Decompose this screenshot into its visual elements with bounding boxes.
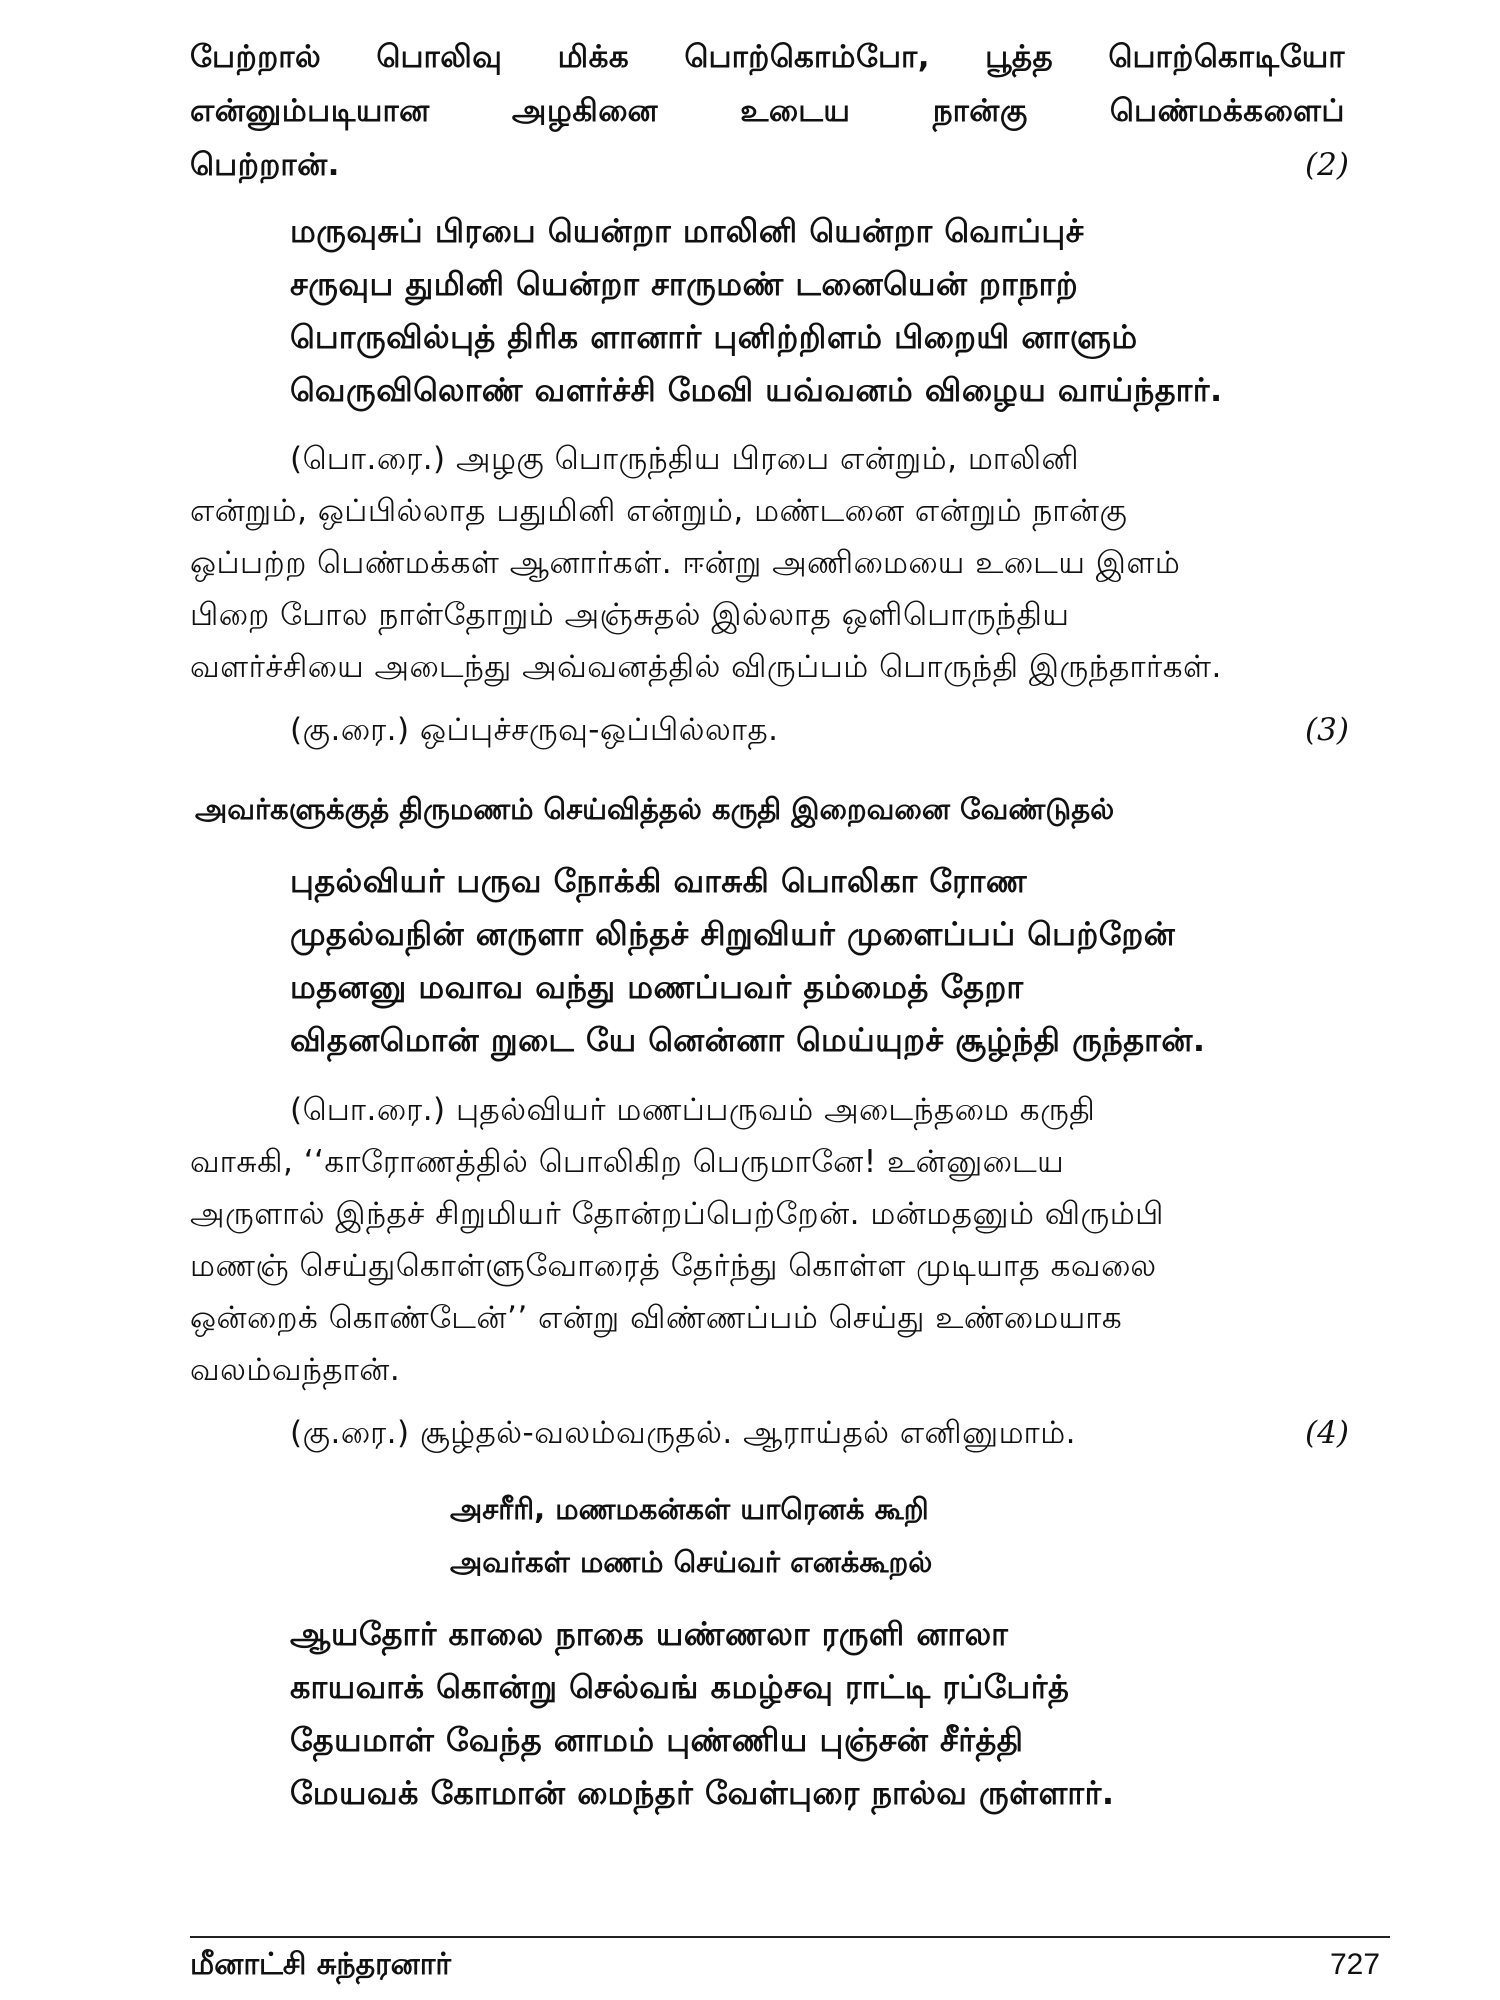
verse-line: தேயமாள் வேந்த னாமம் புண்ணிய புஞ்சன் சீர்த்தி	[290, 1721, 1024, 1759]
prose-line: பெற்றான்.	[190, 147, 340, 183]
prose-line: (பொ.ரை.) அழகு பொருந்திய பிரபை என்றும், மாலினி	[290, 441, 1080, 477]
verse-line: மதனனு மவாவ வந்து மணப்பவர் தம்மைத் தேறா	[290, 968, 1024, 1006]
verse-line: பொருவில்புத் திரிக ளானார் புனிற்றிளம் பிறையி னாளும்	[290, 318, 1138, 356]
prose-line: அருளால் இந்தச் சிறுமியர் தோன்றப்பெற்றேன். மன்மதனும் விரும்பி	[190, 1196, 1164, 1232]
verse-line: மருவுசுப் பிரபை யென்றா மாலினி யென்றா வொப்புச்	[290, 212, 1084, 250]
note-line: (கு.ரை.) சூழ்தல்-வலம்வருதல். ஆராய்தல் எனினுமாம்.	[290, 1415, 1077, 1451]
verse-line: ஆயதோர் காலை நாகை யண்ணலா ரருளி னாலா	[290, 1615, 1009, 1653]
prose-line: வாசுகி, ‘‘காரோணத்தில் பொலிகிற பெருமானே! உன்னுடைய	[190, 1144, 1065, 1180]
prose-line: என்றும், ஒப்பில்லாத பதுமினி என்றும், மண்டனை என்றும் நான்கு	[190, 493, 1128, 529]
verse-line: புதல்வியர் பருவ நோக்கி வாசுகி பொலிகா ரோண	[290, 862, 1028, 900]
prose-line: வலம்வந்தான்.	[190, 1352, 401, 1388]
note-line: (கு.ரை.) ஒப்புச்சருவு-ஒப்பில்லாத.	[290, 712, 779, 748]
section-heading: அசரீரி, மணமகன்கள் யாரெனக் கூறி	[450, 1492, 929, 1526]
verse-line: காயவாக் கொன்று செல்வங் கமழ்சவு ராட்டி ரப்பேர்த்	[290, 1668, 1070, 1706]
prose-line: என்னும்படியான அழகினை உடைய நான்கு பெண்மக்களைப்	[190, 93, 1345, 129]
page-number: 727	[1330, 1948, 1381, 1981]
footer-divider	[190, 1936, 1390, 1938]
verse-line: வெருவிலொண் வளர்ச்சி மேவி யவ்வனம் விழைய வாய்ந்தார்.	[290, 371, 1223, 409]
prose-line: வளர்ச்சியை அடைந்து அவ்வனத்தில் விருப்பம் பொருந்தி இருந்தார்கள்.	[190, 649, 1222, 685]
verse-line: விதனமொன் றுடை யே னென்னா மெய்யுறச் சூழ்ந்தி ருந்தான்.	[290, 1021, 1206, 1059]
prose-line: (பொ.ரை.) புதல்வியர் மணப்பருவம் அடைந்தமை கருதி	[290, 1092, 1096, 1128]
prose-line: ஒன்றைக் கொண்டேன்’’ என்று விண்ணப்பம் செய்து உண்மையாக	[190, 1300, 1123, 1336]
footer-title: மீனாட்சி சுந்தரனார்	[190, 1947, 452, 1982]
verse-number: (2)	[1305, 147, 1349, 183]
section-heading: அவர்களுக்குத் திருமணம் செய்வித்தல் கருதி இறைவனை வேண்டுதல்	[195, 792, 1115, 826]
prose-line: மணஞ் செய்துகொள்ளுவோரைத் தேர்ந்து கொள்ள முடியாத கவலை	[190, 1248, 1157, 1284]
section-heading: அவர்கள் மணம் செய்வர் எனக்கூறல்	[450, 1545, 933, 1579]
verse-line: சருவுப துமினி யென்றா சாருமண் டனையென் றாநாற்	[290, 265, 1079, 303]
prose-line: ஒப்பற்ற பெண்மக்கள் ஆனார்கள். ஈன்று அணிமையை உடைய இளம்	[190, 545, 1181, 581]
verse-number: (4)	[1305, 1415, 1349, 1451]
verse-number: (3)	[1305, 712, 1349, 748]
prose-line: பேற்றால் பொலிவு மிக்க பொற்கொம்போ, பூத்த பொற்கொடியோ	[190, 39, 1345, 75]
verse-line: முதல்வநின் னருளா லிந்தச் சிறுவியர் முளைப்பப் பெற்றேன்	[290, 915, 1176, 953]
prose-line: பிறை போல நாள்தோறும் அஞ்சுதல் இல்லாத ஒளிபொருந்திய	[190, 597, 1070, 633]
verse-line: மேயவக் கோமான் மைந்தர் வேள்புரை நால்வ ருள்ளார்.	[290, 1774, 1115, 1812]
